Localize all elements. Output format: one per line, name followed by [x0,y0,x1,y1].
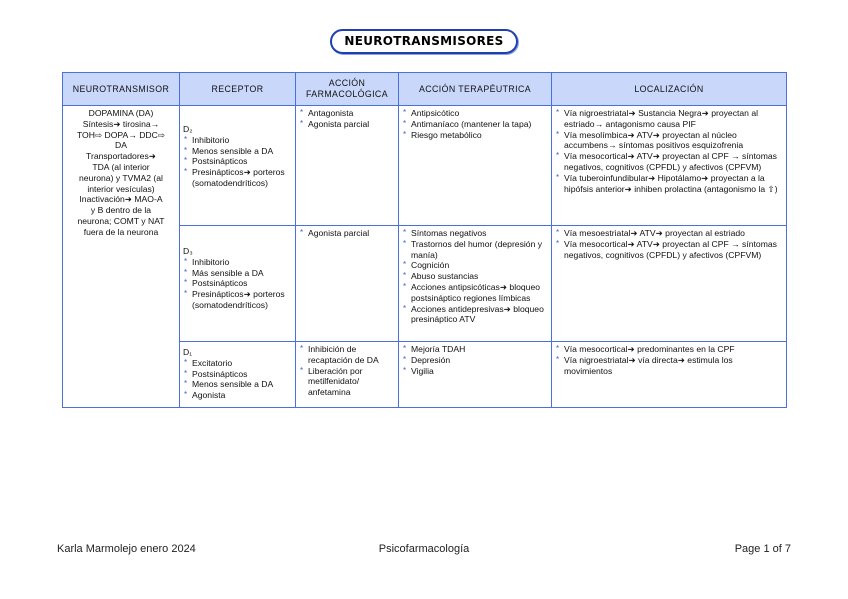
bullet-icon: * [556,151,560,161]
list-item: * Antagonista [300,108,354,118]
list-item: * Presinápticos➜ porteros (somatodendríticos) [184,289,285,310]
localizacion-list [555,108,783,194]
table-row [63,106,787,226]
list-item: * Agonista parcial [300,228,370,238]
neuro-line: y B dentro de la [90,205,152,216]
bullet-icon: * [184,278,188,288]
footer-page-number: Page 1 of 7 [734,543,791,555]
footer-subject: Psicofarmacología [378,543,470,555]
localizacion-list [555,344,783,376]
bullet-icon: * [184,357,188,367]
list-item: * Síntomas negativos [403,228,487,238]
receptor-list [183,257,292,311]
neuro-line: fuera de la neurona [83,226,159,237]
header-localizacion: LOCALIZACIÓN [552,73,787,106]
list-item: * Inhibitorio [184,256,230,267]
bullet-icon: * [403,281,407,291]
list-item: * Más sensible a DA [184,267,264,278]
list-item: * Menos sensible a DA [184,145,274,156]
terapeutica-list [402,108,548,140]
farmacologica-list [299,108,395,130]
list-item: * Vía mesocortical➜ ATV➜ proyectan al CPF → síntomas negativos, cognitivos (CPFDL) y afectivos (CPFVM) [556,238,777,260]
list-item: * Vía mesocortical➜ predominantes en la CPF [556,344,735,354]
bullet-icon: * [403,118,407,128]
bullet-icon: * [403,228,407,237]
list-item: * Agonista [184,390,226,401]
farmacologica-list [299,228,395,239]
bullet-icon: * [300,228,304,237]
footer-author: Karla Marmolejo enero 2024 [57,543,196,555]
bullet-icon: * [403,344,407,353]
neuro-line: neurona; COMT y NAT [77,215,165,226]
receptor-title: D₁ [183,347,193,357]
neuro-line: neurona) y TVMA2 (al [79,172,163,183]
bullet-icon: * [403,260,407,270]
header-receptor: RECEPTOR [180,73,296,106]
bullet-icon: * [556,344,560,353]
neurotransmitter-table [62,72,787,408]
receptor-list [183,135,292,189]
title-container [0,29,848,54]
list-item: * Inhibición de recaptación de DA [300,344,379,365]
list-item: * Postsinápticos [184,156,248,167]
header-accion-farmacologica: ACCIÓN FARMACOLÓGICA [296,73,399,106]
bullet-icon: * [184,156,188,166]
list-item: * Vía mesocortical➜ ATV➜ proyectan al CPF → síntomas negativos, cognitivos (CPFDL) y afectivos (CPFVM) [556,151,777,172]
list-item: * Presinápticos➜ porteros (somatodendríticos) [184,167,285,188]
list-item: * Antipsicótico [403,108,460,118]
terapeutica-cell [399,106,552,226]
list-item: * Postsinápticos [184,368,248,379]
bullet-icon: * [403,271,407,281]
list-item: * Abuso sustancias [403,271,479,282]
table-header-row [63,73,787,106]
bullet-icon: * [184,390,188,400]
bullet-icon: * [556,129,560,139]
bullet-icon: * [300,365,304,375]
list-item: * Vía nigroestriatal➜ vía directa➜ estimula los movimientos [556,354,733,376]
localizacion-cell [552,106,787,226]
neurotransmisor-cell [63,106,180,408]
list-item: * Mejoría TDAH [403,344,466,354]
list-item: * Vía mesolímbica➜ ATV➜ proyectan al núcleo accumbens→ síntomas positivos esquizofrenia [556,129,744,151]
receptor-cell [180,226,296,342]
neuro-line: Síntesis➜ tirosina→ [82,118,160,129]
neuro-line: DA [115,140,127,151]
neuro-line: Inactivación➜ MAO-A [79,194,163,205]
list-item: * Postsinápticos [184,278,248,289]
bullet-icon: * [556,354,560,364]
receptor-title: D₃ [183,246,193,256]
bullet-icon: * [556,172,560,182]
bullet-icon: * [300,118,304,128]
list-item: * Acciones antipsicóticas➜ bloqueo postsináptico regiones límbicas [403,281,541,303]
farmacologica-cell [296,106,399,226]
receptor-cell [180,106,296,226]
list-item: * Acciones antidepresivas➜ bloqueo presináptico ATV [403,303,544,325]
neuro-line: TOH⇨ DOPA→ DDC⇨ [76,129,166,140]
farmacologica-list [299,344,395,398]
bullet-icon: * [184,134,188,144]
bullet-icon: * [300,108,304,117]
page-title: NEUROTRANSMISORES [330,29,517,54]
list-item: * Excitatorio [184,357,233,368]
list-item: * Depresión [403,354,451,365]
list-item: * Inhibitorio [184,134,230,145]
neuro-line: TDA (al interior [92,161,150,172]
bullet-icon: * [300,344,304,353]
bullet-icon: * [184,289,188,299]
terapeutica-list [402,344,548,376]
bullet-icon: * [403,108,407,117]
neuro-line: DOPAMINA (DA) [88,108,154,118]
localizacion-list [555,228,783,260]
list-item: * Vía mesoestriatal➜ ATV➜ proyectan al estriado [556,228,745,238]
bullet-icon: * [184,145,188,155]
terapeutica-cell [399,342,552,408]
list-item: * Agonista parcial [300,118,370,129]
list-item: * Cognición [403,260,450,271]
neuro-line: interior vesículas) [87,183,155,194]
receptor-title: D₂ [183,124,193,134]
farmacologica-cell [296,342,399,408]
list-item: * Liberación por metilfenidato/ anfetamina [300,365,363,398]
farmacologica-cell [296,226,399,342]
bullet-icon: * [184,267,188,277]
bullet-icon: * [403,129,407,139]
bullet-icon: * [184,379,188,389]
receptor-cell [180,342,296,408]
bullet-icon: * [184,368,188,378]
neuro-line: Transportadores➜ [86,151,156,162]
list-item: * Menos sensible a DA [184,379,274,390]
bullet-icon: * [403,354,407,364]
bullet-icon: * [556,228,560,237]
localizacion-cell [552,342,787,408]
bullet-icon: * [556,238,560,248]
bullet-icon: * [184,256,188,266]
terapeutica-list [402,228,548,325]
list-item: * Trastornos del humor (depresión y manía) [403,238,543,260]
list-item: * Vía tuberoinfundibular➜ Hipotálamo➜ proyectan a la hipófsis anterior➜ inhiben prolactina (antagonismo la ⇧) [556,172,778,194]
bullet-icon: * [556,108,560,117]
list-item: * Vía nigroestriatal➜ Sustancia Negra➜ proyectan al estriado→ antagonismo causa PIF [556,108,759,129]
list-item: * Vigilia [403,365,434,376]
bullet-icon: * [403,303,407,313]
bullet-icon: * [403,238,407,248]
localizacion-cell [552,226,787,342]
terapeutica-cell [399,226,552,342]
list-item: * Antimaníaco (mantener la tapa) [403,118,532,129]
header-accion-terapeutica: ACCIÓN TERAPÉUTRICA [399,73,552,106]
list-item: * Riesgo metabólico [403,129,482,140]
bullet-icon: * [184,167,188,177]
header-neurotransmisor: NEUROTRANSMISOR [63,73,180,106]
receptor-list [183,358,292,401]
bullet-icon: * [403,365,407,375]
